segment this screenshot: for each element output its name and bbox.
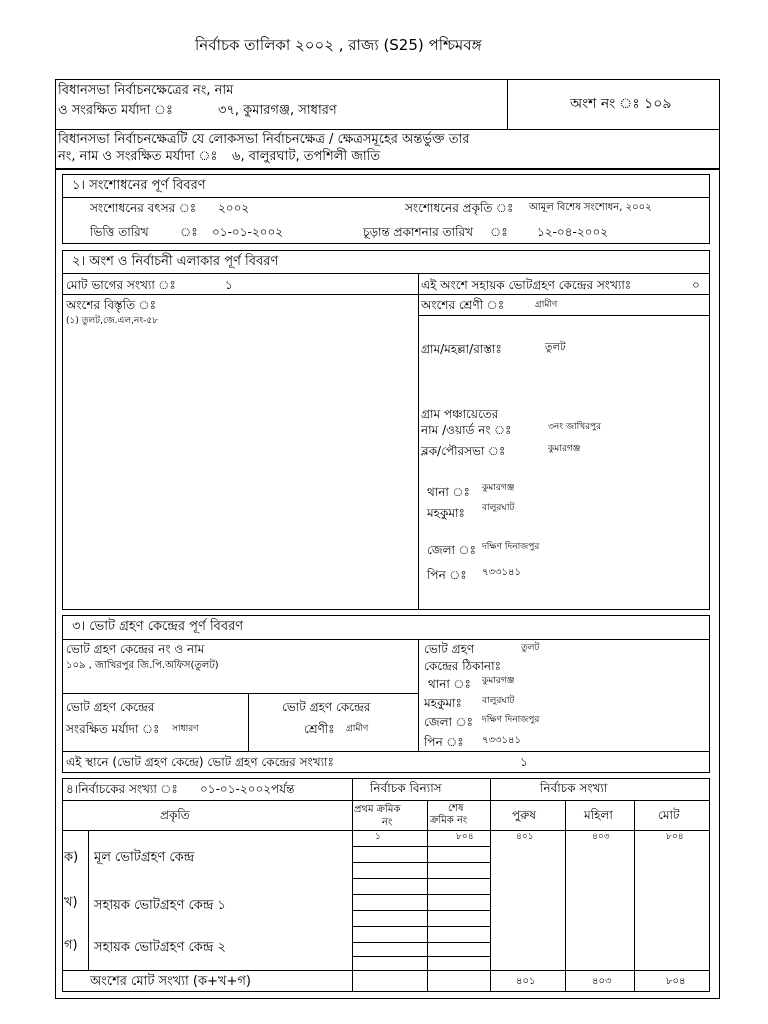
s4-row-female: ৪০৩ bbox=[592, 832, 610, 842]
s2-total-label: মোট ভাগের সংখ্যা ঃ bbox=[66, 278, 176, 292]
s3-type-value: গ্রামীণ bbox=[346, 724, 369, 734]
s3-booth-label: ভোট গ্রহণ কেন্দ্রের নং ও নাম bbox=[66, 642, 205, 656]
s3-pin-label: পিন ঃ bbox=[424, 735, 464, 749]
s2-extent-value: (১) তুলট,জে.এল,নং-৫৮ bbox=[66, 316, 159, 326]
s1-colon: ঃ bbox=[180, 225, 198, 239]
ac-label-2: ও সংরক্ষিত মর্যাদা ঃ bbox=[58, 103, 173, 118]
s2-block-value: কুমারগঞ্জ bbox=[548, 444, 581, 454]
s2-aux-value: ০ bbox=[692, 278, 700, 292]
s4-col-first: প্রথম ক্রমিক bbox=[354, 804, 401, 815]
s4-dist-header: নির্বাচক বিন্যাস bbox=[370, 781, 442, 795]
s3-res-value: সাধারণ bbox=[172, 724, 199, 734]
s4-row-mark: খ) bbox=[64, 895, 78, 910]
s4-row-label: সহায়ক ভোটগ্রহণ কেন্দ্র ১ bbox=[94, 898, 226, 913]
s4-row-label: মূল ভোটগ্রহণ কেন্দ্র bbox=[94, 850, 195, 865]
s2-village-label: গ্রাম/মহল্লা/রাস্তাঃ bbox=[421, 342, 502, 356]
s3-count-value: ১ bbox=[520, 755, 528, 769]
s2-category-label: অংশের শ্রেণী ঃ bbox=[421, 298, 505, 312]
s4-row-first: ১ bbox=[375, 832, 381, 842]
s1-year-label: সংশোধনের বৎসর ঃ bbox=[90, 201, 197, 215]
s3-res-label: ভোট গ্রহণ কেন্দ্রের bbox=[66, 700, 155, 714]
s2-block-label: ব্লক/পৌরসভা ঃ bbox=[421, 444, 506, 458]
s2-gp-label: গ্রাম পঞ্চায়েতের bbox=[421, 407, 499, 421]
s3-count-label: এই স্থানে (ভোট গ্রহণ কেন্দ্রে) ভোট গ্রহণ কেন্দ্রের সংখ্যাঃ bbox=[66, 755, 334, 769]
page-title: নির্বাচক তালিকা ২০০২ , রাজ্য (S25) পশ্চিমবঙ্গ bbox=[195, 36, 482, 54]
s4-count-header: নির্বাচক সংখ্যা bbox=[540, 781, 608, 795]
s4-row-label: সহায়ক ভোটগ্রহণ কেন্দ্র ২ bbox=[94, 940, 226, 955]
s2-ps-label: থানা ঃ bbox=[427, 485, 470, 499]
s2-total-value: ১ bbox=[225, 278, 233, 292]
s1-base-value: ০১-০১-২০০২ bbox=[212, 225, 284, 239]
s2-pin-label: পিন ঃ bbox=[427, 568, 467, 582]
s1-final-value: ১২-০৪-২০০২ bbox=[537, 225, 609, 239]
s3-booth-value: ১০৯ , জাখিরপুর জি.পি.অফিস(তুলট) bbox=[66, 660, 219, 671]
s2-dist-value: দক্ষিণ দিনাজপুর bbox=[482, 542, 540, 552]
s4-total-label: অংশের মোট সংখ্যা (ক+খ+গ) bbox=[90, 974, 252, 989]
pc-label: বিধানসভা নির্বাচনক্ষেত্রটি যে লোকসভা নির্বাচনক্ষেত্র / ক্ষেত্রসমূহের অন্তর্ভুক্ত তার bbox=[58, 132, 470, 147]
s2-aux-label: এই অংশে সহায়ক ভোটগ্রহণ কেন্দ্রের সংখ্যাঃ bbox=[421, 278, 632, 292]
pc-value: ৬, বালুরঘাট, তপশিলী জাতি bbox=[232, 149, 381, 164]
s4-col-last: শেষ bbox=[448, 803, 464, 814]
s4-col-male: পুরুষ bbox=[512, 808, 536, 822]
s4-col-nature: প্রকৃতি bbox=[160, 808, 190, 822]
s1-final-label: চূড়ান্ত প্রকাশনার তারিখ bbox=[363, 225, 473, 239]
s4-row-mark: গ) bbox=[64, 938, 78, 953]
s1-nature-label: সংশোধনের প্রকৃতি ঃ bbox=[405, 201, 514, 215]
s3-ps-value: কুমারগঞ্জ bbox=[482, 676, 515, 686]
section-2 bbox=[62, 250, 710, 610]
s3-type-label-2: শ্রেণীঃ bbox=[304, 722, 335, 736]
s1-base-label: ভিত্তি তারিখ bbox=[90, 225, 149, 239]
s2-sub-label: মহকুমাঃ bbox=[427, 506, 465, 520]
s4-col-total: মোট bbox=[658, 808, 680, 822]
s4-row-male: ৪০১ bbox=[516, 832, 534, 842]
s2-heading: ২। অংশ ও নির্বাচনী এলাকার পূর্ণ বিবরণ bbox=[72, 254, 279, 269]
s3-type-label: ভোট গ্রহণ কেন্দ্রের bbox=[282, 700, 371, 714]
s2-extent-label: অংশের বিস্তৃতি ঃ bbox=[66, 298, 157, 312]
s1-colon-2: ঃ bbox=[490, 225, 508, 239]
s4-row-total: ৮০৪ bbox=[666, 832, 684, 842]
s1-nature-value: আমূল বিশেষ সংশোধন, ২০০২ bbox=[529, 202, 652, 213]
s3-addr-value: তুলট bbox=[521, 643, 540, 653]
part-number: অংশ নং ঃ ১০৯ bbox=[570, 96, 672, 112]
pc-label-2: নং, নাম ও সংরক্ষিত মর্যাদা ঃ bbox=[58, 149, 218, 164]
s3-sub-label: মহকুমাঃ bbox=[424, 696, 462, 710]
s1-year-value: ২০০২ bbox=[218, 201, 250, 215]
s4-heading: ৪।নির্বাচকের সংখ্যা ঃ bbox=[66, 782, 178, 796]
s4-col-first-2: নং bbox=[382, 817, 393, 828]
s4-col-last-2: ক্রমিক নং bbox=[430, 815, 468, 826]
s2-gp-value: ৩নং জাখিরপুর bbox=[548, 422, 602, 432]
ac-value: ৩৭, কুমারগঞ্জ, সাধারণ bbox=[218, 103, 337, 118]
s1-heading: ১। সংশোধনের পূর্ণ বিবরণ bbox=[72, 178, 206, 193]
s2-dist-label: জেলা ঃ bbox=[427, 543, 476, 557]
s2-village-value: তুলট bbox=[545, 342, 566, 353]
s2-pin-value: ৭৩৩১৪১ bbox=[482, 567, 521, 578]
s4-total-female: ৪০৩ bbox=[592, 976, 612, 987]
s3-dist-value: দক্ষিণ দিনাজপুর bbox=[482, 715, 540, 725]
s4-row-mark: ক) bbox=[64, 850, 79, 865]
s3-ps-label: থানা ঃ bbox=[428, 677, 471, 691]
s4-total-total: ৮০৪ bbox=[666, 976, 686, 987]
s4-total-male: ৪০১ bbox=[516, 976, 536, 987]
s4-row-last: ৮০৪ bbox=[456, 832, 474, 842]
s4-col-female: মহিলা bbox=[584, 808, 613, 822]
s3-pin-value: ৭৩৩১৪১ bbox=[482, 735, 521, 746]
s2-ps-value: কুমারগঞ্জ bbox=[482, 483, 515, 493]
s3-sub-value: বালুরঘাট bbox=[482, 696, 515, 706]
ac-label: বিধানসভা নির্বাচনক্ষেত্রের নং, নাম bbox=[58, 83, 234, 98]
s3-addr-label: ভোট গ্রহণ bbox=[424, 642, 475, 656]
s4-heading-date: ০১-০১-২০০২পর্যন্ত bbox=[200, 782, 295, 796]
s3-heading: ৩। ভোট গ্রহণ কেন্দ্রের পূর্ণ বিবরণ bbox=[72, 619, 244, 634]
s3-dist-label: জেলা ঃ bbox=[424, 715, 473, 729]
s3-addr-label-2: কেন্দ্রের ঠিকানাঃ bbox=[424, 659, 501, 673]
s2-sub-value: বালুরঘাট bbox=[482, 503, 515, 513]
s3-res-label-2: সংরক্ষিত মর্যাদা ঃ bbox=[66, 722, 160, 736]
s2-gp-label-2: নাম /ওয়ার্ড নং ঃ bbox=[421, 423, 512, 437]
s2-category-value: গ্রামীণ bbox=[535, 300, 558, 310]
